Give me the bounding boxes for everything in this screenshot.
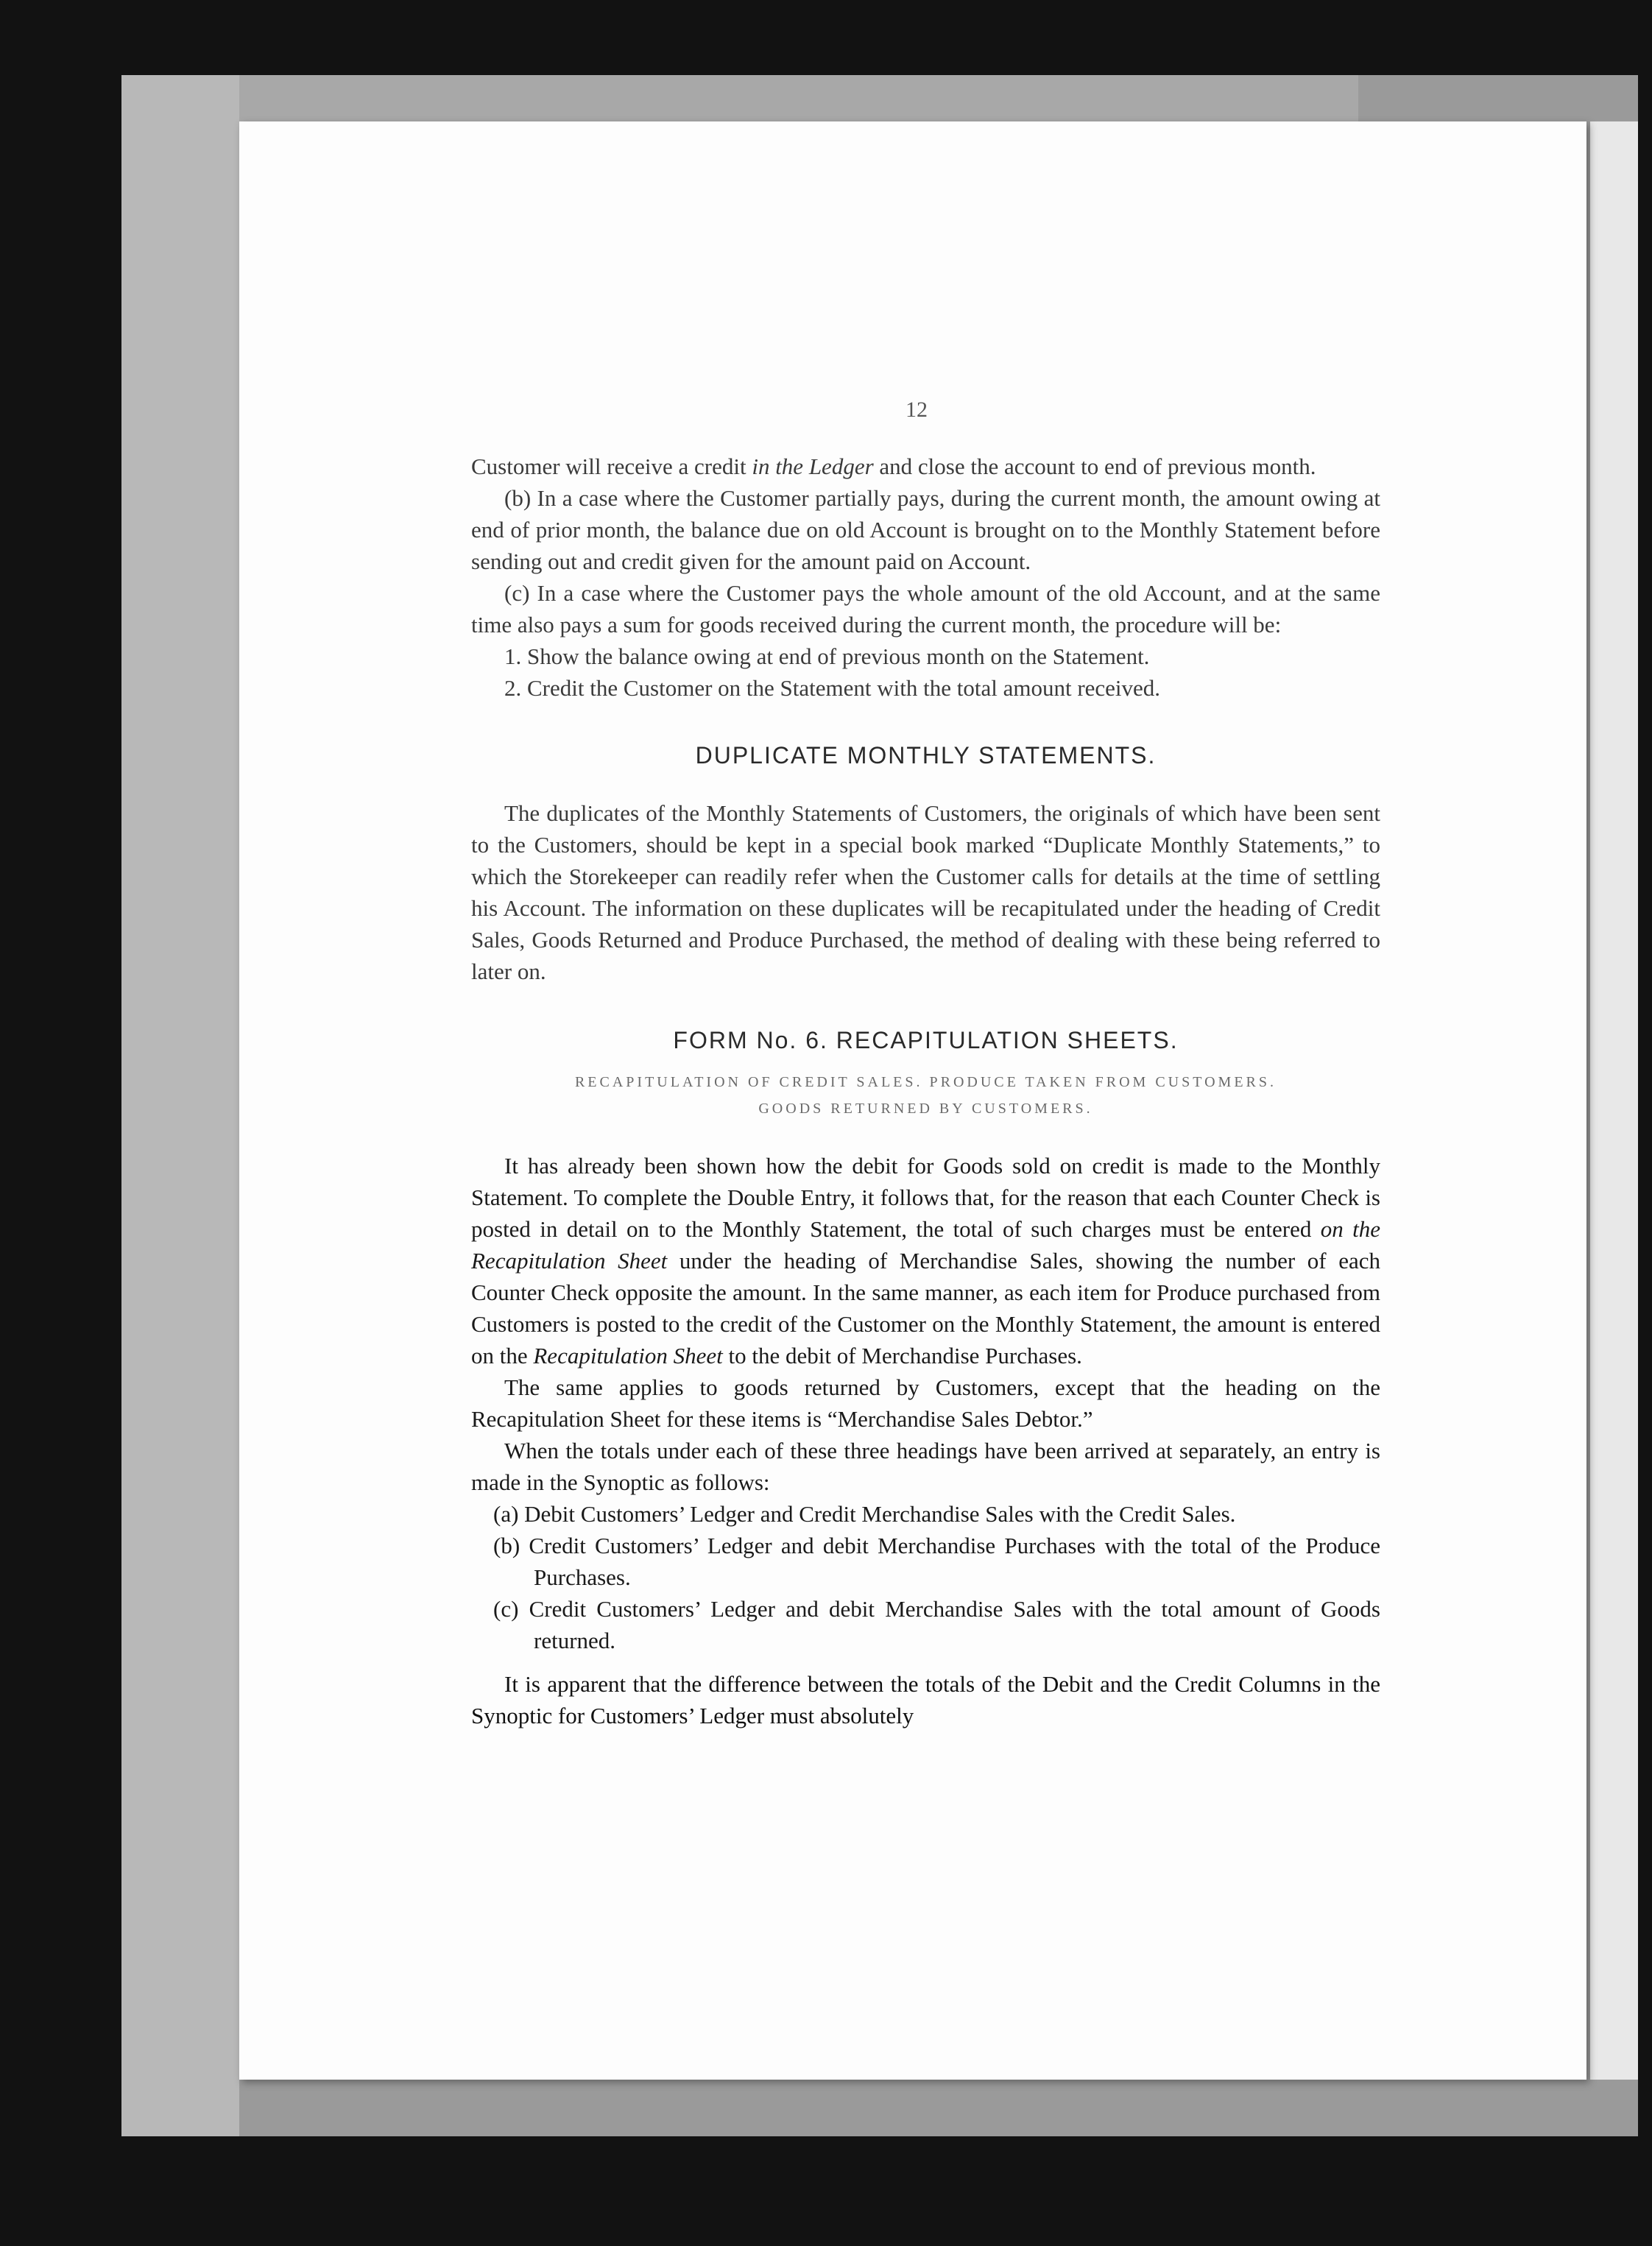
cover-top-edge (121, 75, 1358, 127)
page-text (471, 451, 1380, 1731)
when-totals-paragraph: When the totals under each of these three headings have been arrived at separately, an entry is made in the Synoptic as follows: (471, 1438, 1380, 1495)
recap-paragraph: It has already been shown how the debit for Goods sold on credit is made to the Monthly Statement. To complete the Double Entry, it follows that, for the reason that each Counter Check is posted in detail on to the Monthly Statement, the total of such charges must be entered on the Recapitulation Sheet under the heading of Merchandise Sales, showing the number of each Counter Check opposite the amount. In the same manner, as each item for Produce purchased from Customers is posted to the credit of the Customer on the Monthly Statement, the amount is entered on the Recapitulation Sheet to the debit of Merchandise Purchases. (471, 1153, 1381, 1369)
paragraph-b: (b) In a case where the Customer partially pays, during the current month, the amount owing at end of prior month, the balance due on old Account is brought on to the Monthly Statement before sending out and credit given for the amount paid on Account. (471, 485, 1380, 574)
step-2: 2. Credit the Customer on the Statement with the total amount received. (504, 675, 1161, 701)
duplicate-paragraph: The duplicates of the Monthly Statements of Customers, the originals of which have been sent to the Customers, should be kept in a special book marked “Duplicate Monthly Statements,” to which the Storekeeper can readily refer when the Customer calls for details at the time of settling his Account. The information on these duplicates will be recapitulated under the heading of Credit Sales, Goods Returned and Produce Purchased, the method of dealing with these being referred to later on. (471, 800, 1380, 984)
item-a: (a) Debit Customers’ Ledger and Credit Merchandise Sales with the Credit Sales. (493, 1501, 1236, 1527)
emphasis-ledger: in the Ledger (752, 453, 874, 479)
emphasis-recap-sheet-2: Recapitulation Sheet (533, 1343, 723, 1369)
heading-form-6: FORM No. 6. RECAPITULATION SHEETS. (673, 1027, 1179, 1053)
intro-paragraph: Customer will receive a credit in the Ledger and close the account to end of previous month. (471, 453, 1316, 479)
subheading-line-1: RECAPITULATION OF CREDIT SALES. PRODUCE TAKEN FROM CUSTOMERS. (574, 1074, 1277, 1090)
page-number: 12 (906, 398, 928, 422)
final-paragraph: It is apparent that the difference between the totals of the Debit and the Credit Columns in the Synoptic for Customers’ Ledger must absolutely (471, 1671, 1380, 1728)
same-applies-paragraph: The same applies to goods returned by Customers, except that the heading on the Recapitulation Sheet for these items is “Merchandise Sales Debtor.” (471, 1374, 1380, 1432)
cover-left-edge (121, 75, 239, 2136)
item-c: (c) Credit Customers’ Ledger and debit Merchandise Sales with the total amount of Goods returned. (493, 1596, 1380, 1653)
emphasis-recap-sheet-1: on the Recapitulation Sheet (471, 1216, 1381, 1274)
paragraph-c: (c) In a case where the Customer pays the whole amount of the old Account, and at the same time also pays a sum for goods received during the current month, the procedure will be: (471, 580, 1380, 638)
item-b: (b) Credit Customers’ Ledger and debit Merchandise Purchases with the total of the Produce Purchases. (493, 1533, 1380, 1590)
heading-duplicate-statements: DUPLICATE MONTHLY STATEMENTS. (695, 742, 1157, 769)
subheading-line-2: GOODS RETURNED BY CUSTOMERS. (758, 1101, 1093, 1117)
page-right-edge (1590, 121, 1638, 2080)
step-1: 1. Show the balance owing at end of previous month on the Statement. (504, 643, 1150, 669)
